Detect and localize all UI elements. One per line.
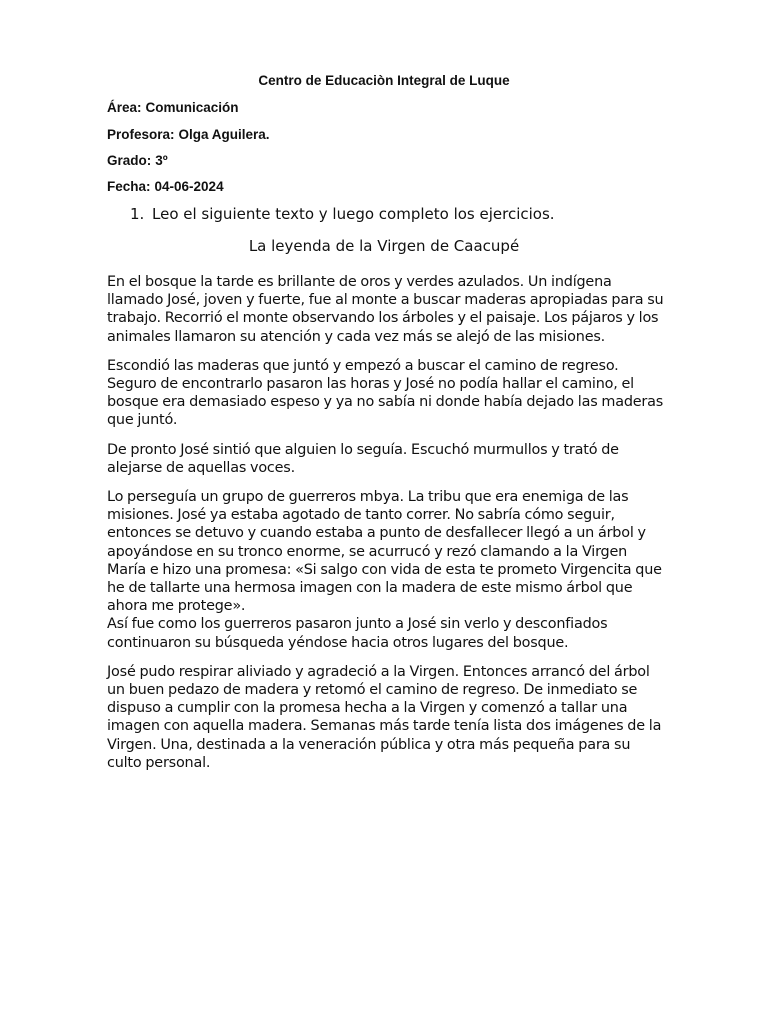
story-paragraph: Lo perseguía un grupo de guerreros mbya. La tribu que era enemiga de las misiones. José ya estaba agotado de tanto correr. No sabría cómo seguir, entonces se detuvo y cuando estaba a punto de desfallecer llegó a un árbol y apoyándose en su tronco enorme, se acurrucó y rezó clamando a la Virgen María e hizo una promesa: «Si salgo con vida de esta te prometo Virgencita que he de tallarte una hermosa imagen con la madera de este mismo árbol que ahora me protege».	[107, 489, 662, 615]
date-value: 04-06-2024	[154, 179, 224, 194]
story-paragraph: De pronto José sintió que alguien lo seguía. Escuchó murmullos y trató de alejarse de aquellas voces.	[107, 441, 619, 476]
date-line	[107, 179, 224, 195]
story-title: La leyenda de la Virgen de Caacupé	[248, 237, 520, 255]
story-paragraph: José pudo respirar aliviado y agradeció a la Virgen. Entonces arrancó del árbol un buen pedazo de madera y retomó el camino de regreso. De inmediato se dispuso a cumplir con la promesa hecha a la Virgen y comenzó a tallar una imagen con aquella madera. Semanas más tarde tenía lista dos imágenes de la Virgen. Una, destinada a la veneración pública y otra más pequeña para su culto personal.	[107, 663, 662, 771]
teacher-line	[107, 127, 270, 143]
grade-label: Grado:	[107, 153, 152, 168]
grade-value: 3º	[155, 153, 168, 168]
instruction-text: Leo el siguiente texto y luego completo los ejercicios.	[152, 205, 555, 223]
story-paragraph: Así fue como los guerreros pasaron junto a José sin verlo y desconfiados continuaron su búsqueda yéndose hacia otros lugares del bosque.	[107, 616, 608, 651]
area-value: Comunicación	[145, 100, 239, 115]
date-label: Fecha:	[107, 179, 151, 194]
instruction-number: 1.	[130, 205, 145, 223]
school-name-heading: Centro de Educaciòn Integral de Luque	[258, 73, 510, 88]
story-body	[107, 273, 667, 783]
teacher-value: Olga Aguilera.	[178, 127, 270, 142]
teacher-label: Profesora:	[107, 127, 175, 142]
area-label: Área:	[107, 100, 142, 115]
instruction-item	[130, 204, 555, 224]
story-paragraph: En el bosque la tarde es brillante de oros y verdes azulados. Un indígena llamado José, joven y fuerte, fue al monte a buscar maderas apropiadas para su trabajo. Recorrió el monte observando los árboles y el paisaje. Los pájaros y los animales llamaron su atención y cada vez más se alejó de las misiones.	[107, 274, 664, 345]
grade-line	[107, 153, 168, 169]
area-line	[107, 100, 239, 116]
story-paragraph: Escondió las maderas que juntó y empezó a buscar el camino de regreso. Seguro de encontrarlo pasaron las horas y José no podía hallar el camino, el bosque era demasiado espeso y ya no sabía ni donde había dejado las maderas que juntó.	[107, 357, 664, 429]
